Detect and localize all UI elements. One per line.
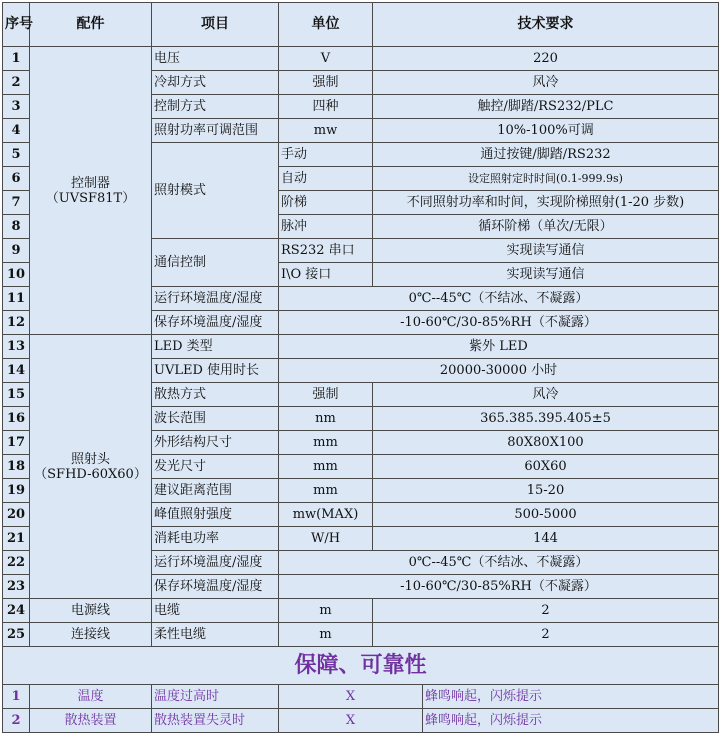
item-cell: 照射功率可调范围 — [152, 119, 279, 143]
row-number: 10 — [3, 263, 30, 287]
head-unit-cell — [30, 335, 152, 599]
section-title: 保障、可靠性 — [3, 647, 719, 685]
row-number: 24 — [3, 599, 30, 623]
requirement-cell: 通过按键/脚踏/RS232 — [373, 143, 719, 167]
row-number: 22 — [3, 551, 30, 575]
item-cell: 外形结构尺寸 — [152, 431, 279, 455]
row-number: 18 — [3, 455, 30, 479]
row-number: 14 — [3, 359, 30, 383]
part-cell: 散热装置 — [30, 709, 152, 733]
unit-cell: m — [279, 599, 373, 623]
item-cell: 运行环境温度/湿度 — [152, 287, 279, 311]
row-number: 23 — [3, 575, 30, 599]
requirement-cell: 2 — [373, 623, 719, 647]
item-cell: 散热方式 — [152, 383, 279, 407]
unit-cell: 强制 — [279, 71, 373, 95]
requirement-cell: 0℃--45℃（不结冰、不凝露） — [279, 551, 719, 575]
head-unit-model: （SFHD-60X60） — [34, 466, 147, 482]
unit-cell: mm — [279, 431, 373, 455]
row-number: 19 — [3, 479, 30, 503]
item-cell: 电缆 — [152, 599, 279, 623]
row-number: 17 — [3, 431, 30, 455]
part-cell: 电源线 — [30, 599, 152, 623]
requirement-cell: -10-60℃/30-85%RH（不凝露） — [279, 311, 719, 335]
item-cell: 电压 — [152, 47, 279, 71]
section-row — [3, 647, 719, 685]
row-number: 1 — [3, 47, 30, 71]
row-number: 12 — [3, 311, 30, 335]
header-seq: 序号 — [3, 3, 30, 47]
table-row — [3, 335, 719, 359]
requirement-cell: 紫外 LED — [279, 335, 719, 359]
unit-cell: 自动 — [279, 167, 373, 191]
row-number: 6 — [3, 167, 30, 191]
requirement-cell: 设定照射定时时间(0.1-999.9s) — [373, 167, 719, 191]
table-row — [3, 685, 719, 709]
row-number: 21 — [3, 527, 30, 551]
unit-cell: 四种 — [279, 95, 373, 119]
item-cell: UVLED 使用时长 — [152, 359, 279, 383]
header-row — [3, 3, 719, 47]
unit-cell: mw(MAX) — [279, 503, 373, 527]
requirement-cell: 10%-100%可调 — [373, 119, 719, 143]
row-number: 13 — [3, 335, 30, 359]
part-cell: 温度 — [30, 685, 152, 709]
requirement-cell: 触控/脚踏/RS232/PLC — [373, 95, 719, 119]
row-number: 8 — [3, 215, 30, 239]
row-number: 16 — [3, 407, 30, 431]
row-number: 11 — [3, 287, 30, 311]
row-number: 2 — [3, 709, 30, 733]
item-cell: 峰值照射强度 — [152, 503, 279, 527]
item-cell: 冷却方式 — [152, 71, 279, 95]
unit-cell: X — [279, 685, 423, 709]
requirement-cell: 蜂鸣响起，闪烁提示 — [423, 685, 719, 709]
requirement-cell: 365.385.395.405±5 — [373, 407, 719, 431]
controller-name: 控制器 — [70, 175, 110, 191]
requirement-cell: 0℃--45℃（不结冰、不凝露） — [279, 287, 719, 311]
part-cell: 连接线 — [30, 623, 152, 647]
unit-cell: nm — [279, 407, 373, 431]
item-cell: 发光尺寸 — [152, 455, 279, 479]
requirement-cell: 500-5000 — [373, 503, 719, 527]
controller-model: （UVSF81T） — [45, 190, 136, 206]
row-number: 25 — [3, 623, 30, 647]
requirement-cell: -10-60℃/30-85%RH（不凝露） — [279, 575, 719, 599]
row-number: 4 — [3, 119, 30, 143]
row-number: 7 — [3, 191, 30, 215]
item-cell: LED 类型 — [152, 335, 279, 359]
requirement-cell: 实现读写通信 — [373, 239, 719, 263]
requirement-cell: 2 — [373, 599, 719, 623]
item-cell: 控制方式 — [152, 95, 279, 119]
unit-cell: mw — [279, 119, 373, 143]
unit-cell: V — [279, 47, 373, 71]
requirement-cell: 风冷 — [373, 383, 719, 407]
unit-cell: 阶梯 — [279, 191, 373, 215]
item-cell: 照射模式 — [152, 143, 279, 239]
requirement-cell: 220 — [373, 47, 719, 71]
item-cell: 柔性电缆 — [152, 623, 279, 647]
requirement-cell: 蜂鸣响起，闪烁提示 — [423, 709, 719, 733]
row-number: 1 — [3, 685, 30, 709]
unit-cell: 手动 — [279, 143, 373, 167]
row-number: 15 — [3, 383, 30, 407]
unit-cell: X — [279, 709, 423, 733]
item-cell: 建议距离范围 — [152, 479, 279, 503]
requirement-cell: 80X80X100 — [373, 431, 719, 455]
unit-cell: 脉冲 — [279, 215, 373, 239]
requirement-cell: 60X60 — [373, 455, 719, 479]
item-cell: 保存环境温度/湿度 — [152, 575, 279, 599]
header-requirement: 技术要求 — [373, 3, 719, 47]
item-cell: 波长范围 — [152, 407, 279, 431]
controller-cell — [30, 47, 152, 335]
requirement-cell: 20000-30000 小时 — [279, 359, 719, 383]
row-number: 9 — [3, 239, 30, 263]
requirement-cell: 风冷 — [373, 71, 719, 95]
item-cell: 运行环境温度/湿度 — [152, 551, 279, 575]
requirement-cell: 144 — [373, 527, 719, 551]
table-row — [3, 599, 719, 623]
row-number: 20 — [3, 503, 30, 527]
row-number: 5 — [3, 143, 30, 167]
requirement-cell: 15-20 — [373, 479, 719, 503]
item-cell: 散热装置失灵时 — [152, 709, 279, 733]
unit-cell: RS232 串口 — [279, 239, 373, 263]
row-number: 2 — [3, 71, 30, 95]
item-cell: 保存环境温度/湿度 — [152, 311, 279, 335]
unit-cell: mm — [279, 479, 373, 503]
row-number: 3 — [3, 95, 30, 119]
header-item: 项目 — [152, 3, 279, 47]
spec-table — [2, 2, 719, 733]
head-unit-name: 照射头 — [70, 451, 110, 467]
unit-cell: 强制 — [279, 383, 373, 407]
header-unit: 单位 — [279, 3, 373, 47]
item-cell: 通信控制 — [152, 239, 279, 287]
requirement-cell: 循环阶梯（单次/无限） — [373, 215, 719, 239]
requirement-cell: 实现读写通信 — [373, 263, 719, 287]
item-cell: 温度过高时 — [152, 685, 279, 709]
unit-cell: I\O 接口 — [279, 263, 373, 287]
unit-cell: W/H — [279, 527, 373, 551]
unit-cell: m — [279, 623, 373, 647]
table-row — [3, 709, 719, 733]
table-row — [3, 47, 719, 71]
item-cell: 消耗电功率 — [152, 527, 279, 551]
header-part: 配件 — [30, 3, 152, 47]
table-row — [3, 623, 719, 647]
requirement-cell: 不同照射功率和时间，实现阶梯照射(1-20 步数) — [373, 191, 719, 215]
unit-cell: mm — [279, 455, 373, 479]
